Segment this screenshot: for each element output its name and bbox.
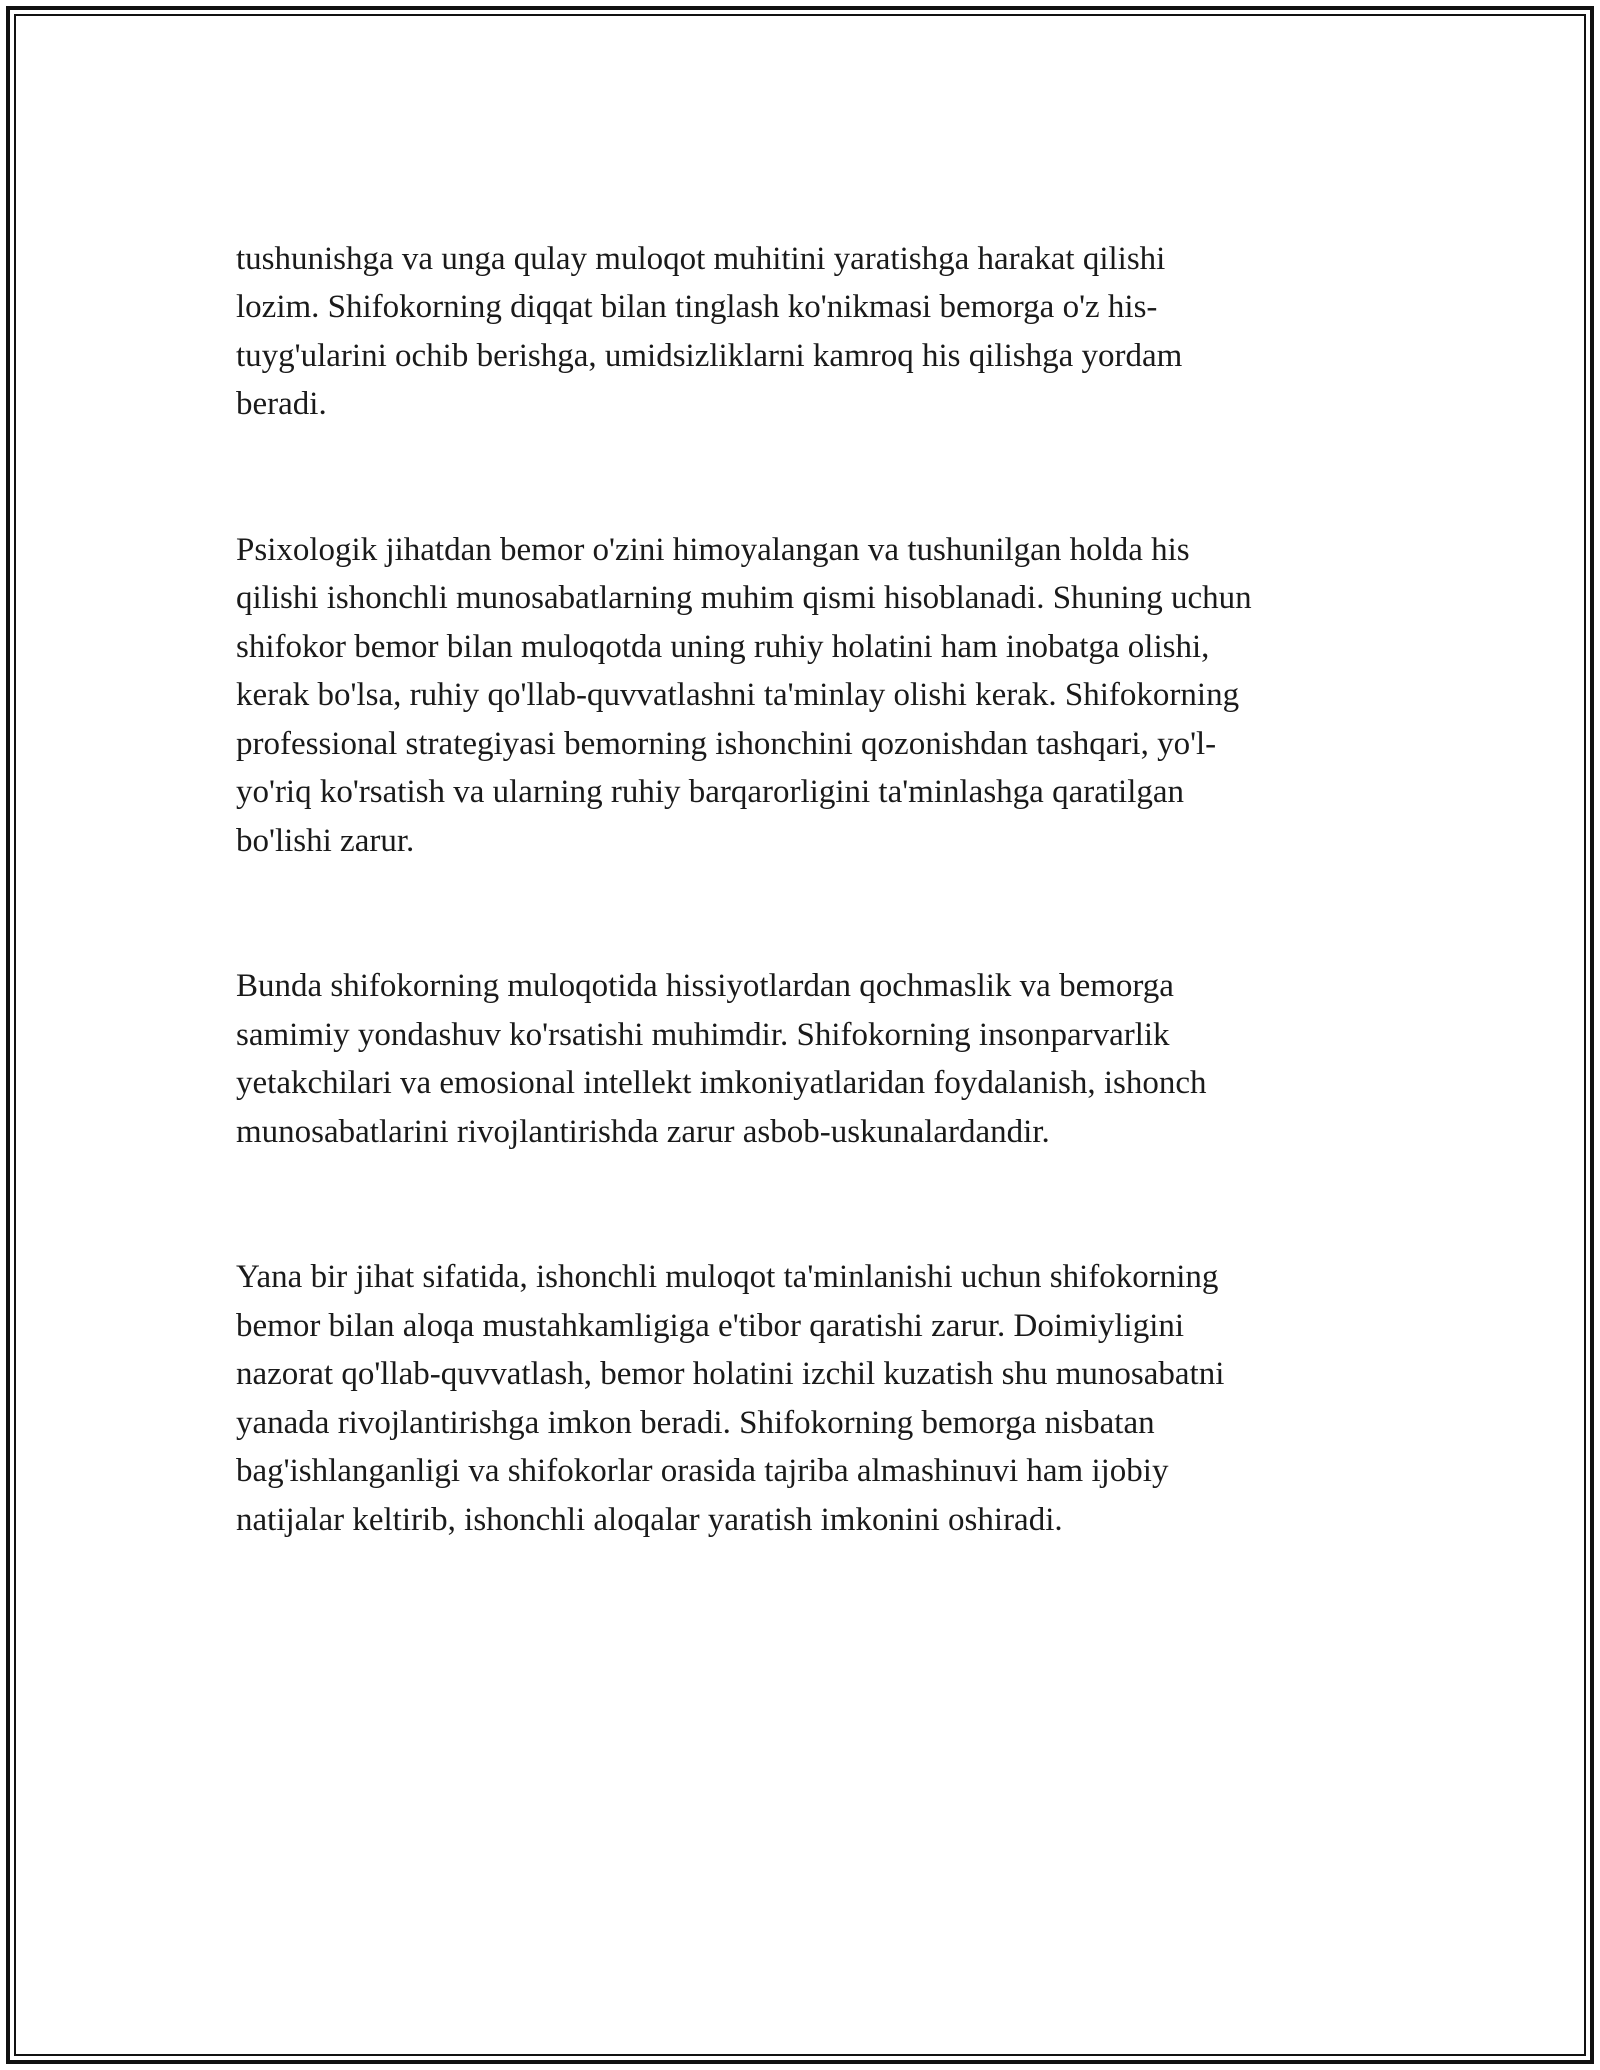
paragraph-3: Bunda shifokorning muloqotida hissiyotlardan qochmaslik va bemorga samimiy yondashuv ko'rsatishi muhimdir. Shifokorning insonparvarlik yetakchilari va emosional intellekt imkoniyatlaridan foydalanish, ishonch munosabatlarini rivojlantirishda zarur asbob-uskunalardandir.: [236, 968, 1207, 1150]
paragraph-1: tushunishga va unga qulay muloqot muhitini yaratishga harakat qilishi lozim. Shifokorning diqqat bilan tinglash ko'nikmasi bemorga o'z his- tuyg'ularini ochib berishga, umidsizliklarni kamroq his qilishga yordam beradi.: [236, 240, 1183, 422]
paragraph-2: Psixologik jihatdan bemor o'zini himoyalangan va tushunilgan holda his qilishi ishonchli munosabatlarning muhim qismi hisoblanadi. Shuning uchun shifokor bemor bilan muloqotda uning ruhiy holatini ham inobatga olishi, kerak bo'lsa, ruhiy qo'llab-quvvatlashni ta'minlay olishi kerak. Shifokorning professional strategiyasi bemorning ishonchini qozonishdan tashqari, yo'l- yo'riq ko'rsatish va ularning ruhiy barqarorligini ta'minlashga qaratilgan bo'lishi zarur.: [236, 531, 1252, 859]
paragraph-4: Yana bir jihat sifatida, ishonchli muloqot ta'minlanishi uchun shifokorning bemor bilan aloqa mustahkamligiga e'tibor qaratishi zarur. Doimiyligini nazorat qo'llab-quvvatlash, bemor holatini izchil kuzatish shu munosabatni yanada rivojlantirishga imkon beradi. Shifokorning bemorga nisbatan bag'ishlanganligi va shifokorlar orasida tajriba almashinuvi ham ijobiy natijalar keltirib, ishonchli aloqalar yaratish imkonini oshiradi.: [236, 1259, 1225, 1538]
document-body: [236, 186, 1386, 1641]
